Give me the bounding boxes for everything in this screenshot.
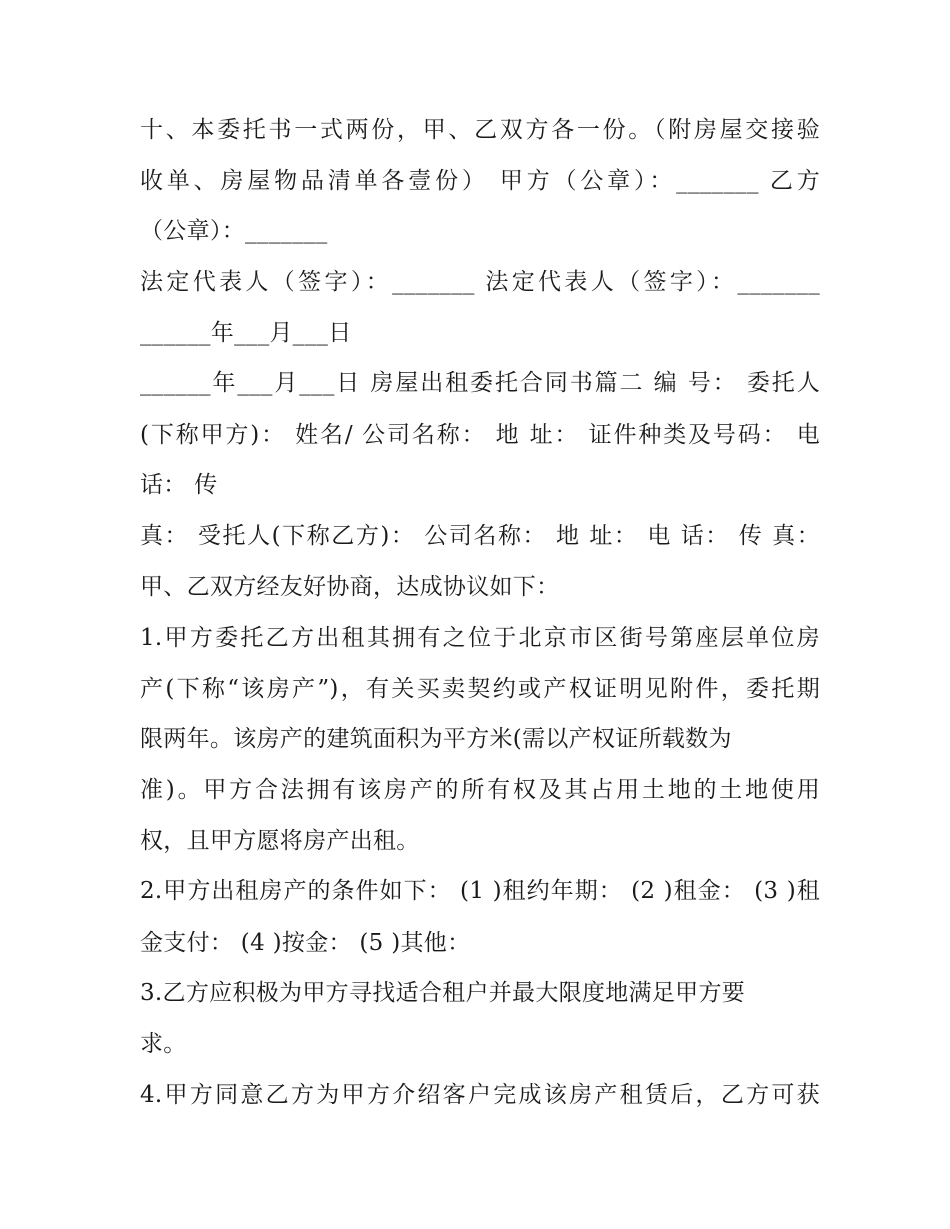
text-line-18: 3.乙方应积极为甲方寻找适合租户并最大限度地满足甲方要 — [140, 980, 746, 1006]
text-line-16: 2.甲方出租房产的条件如下： (1 )租约年期： (2 )租金： (3 )租 — [140, 878, 820, 904]
text-line-8: 话： 传 — [140, 472, 218, 498]
text-line-2: 收单、房屋物品清单各壹份） 甲方（公章）：_______ 乙方 — [140, 168, 820, 194]
text-line-13: 限两年。该房产的建筑面积为平方米(需以产权证所载数为 — [140, 726, 732, 752]
text-line-11: 1.甲方委托乙方出租其拥有之位于北京市区街号第座层单位房 — [140, 625, 820, 651]
text-line-12: 产(下称“该房产”)，有关买卖契约或产权证明见附件，委托期 — [140, 676, 820, 702]
text-line-7: (下称甲方)： 姓名/ 公司名称： 地 址： 证件种类及号码： 电 — [140, 422, 820, 448]
text-line-4: 法定代表人（签字）：_______ 法定代表人（签字）：_______ — [140, 269, 820, 295]
text-line-17: 金支付： (4 )按金： (5 )其他： — [140, 930, 471, 956]
text-line-5: ______年___月___日 — [140, 320, 352, 346]
text-line-20: 4.甲方同意乙方为甲方介绍客户完成该房产租赁后，乙方可获 — [140, 1082, 820, 1108]
text-line-15: 权，且甲方愿将房产出租。 — [140, 828, 420, 854]
text-line-10: 甲、乙双方经友好协商，达成协议如下： — [140, 574, 560, 600]
text-line-19: 求。 — [140, 1031, 187, 1057]
text-line-9: 真： 受托人(下称乙方)： 公司名称： 地 址： 电 话： 传 真： — [140, 523, 820, 549]
text-line-6: ______年___月___日 房屋出租委托合同书篇二 编 号： 委托人 — [140, 370, 820, 396]
text-line-14: 准)。甲方合法拥有该房产的所有权及其占用土地的土地使用 — [140, 777, 820, 803]
text-line-1: 十、本委托书一式两份，甲、乙双方各一份。（附房屋交接验 — [140, 117, 820, 143]
text-line-3: （公章）：_______ — [140, 218, 328, 244]
